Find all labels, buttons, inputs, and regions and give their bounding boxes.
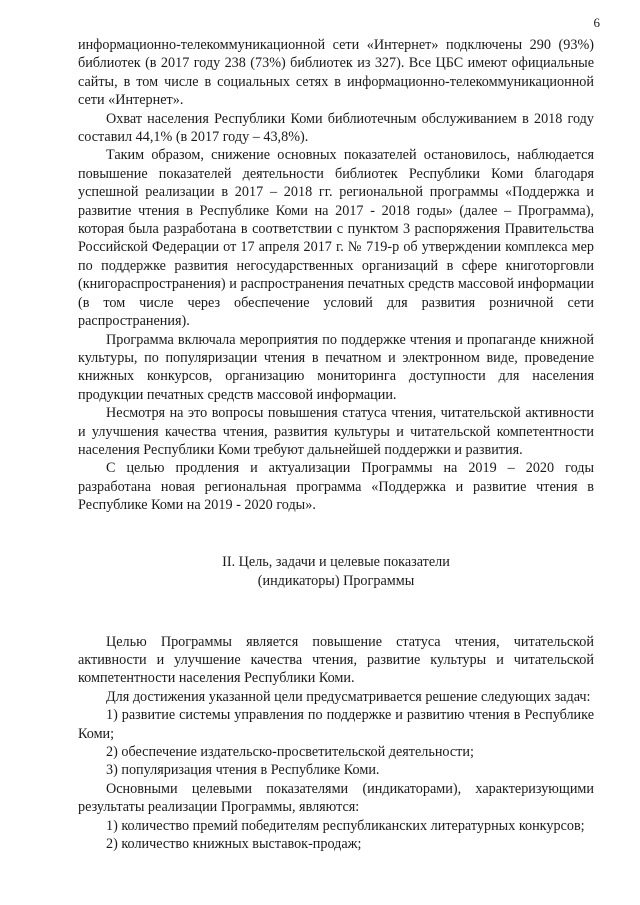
section-heading-line2: (индикаторы) Программы — [257, 572, 415, 589]
paragraph-program-activities: Программа включала мероприятия по поддержке чтения и пропаганде книжной культуры, по популяризации чтения в печатном и электронном виде, проведение книжных конкурсов, организацию мониторинга доступности для населения продукции печатных средств массовой информации. — [78, 331, 594, 403]
task-item-1: 1) развитие системы управления по поддержке и развитию чтения в Республике Коми; — [78, 707, 594, 742]
section-heading — [78, 553, 594, 591]
paragraph-indicators-intro: Основными целевыми показателями (индикаторами), характеризующими результаты реализации Программы, являются: — [78, 780, 594, 816]
page-number: 6 — [593, 15, 600, 30]
paragraph-program-success: Таким образом, снижение основных показателей остановилось, наблюдается повышение показателей деятельности библиотек Республики Коми благодаря успешной реализации в 2017 – 2018 гг. региональной программы «Поддержка и развитие чтения в Республике Коми на 2017 - 2018 годы» (далее – Программа), которая была разработана в соответствии с пунктом 3 распоряжения Правительства Российской Федерации от 17 апреля 2017 г. № 719-р об утверждении комплекса мер по поддержке развития негосударственных организаций в сфере книготорговли (книгораспространения) и распространения печатных средств массовой информации (в том числе через обеспечение условий для развития розничной сети распространения). — [78, 147, 594, 330]
paragraph-new-program: С целью продления и актуализации Программы на 2019 – 2020 годы разработана новая региональная программа «Поддержка и развитие чтения в Республике Коми на 2019 - 2020 годы». — [78, 460, 594, 514]
indicator-item-2: 2) количество книжных выставок-продаж; — [106, 836, 362, 853]
indicator-item-1: 1) количество премий победителям республиканских литературных конкурсов; — [106, 817, 585, 834]
task-item-3: 3) популяризация чтения в Республике Коми. — [106, 762, 380, 779]
paragraph-further-support: Несмотря на это вопросы повышения статуса чтения, читательской активности и улучшения качества чтения, развития культуры и читательской компетентности населения Республики Коми требуют дальнейшей поддержки и развития. — [78, 405, 594, 458]
paragraph-goal: Целью Программы является повышение статуса чтения, читательской активности и улучшение качества чтения, развитие культуры и читательской компетентности населения Республики Коми. — [78, 633, 594, 687]
document-body — [78, 36, 594, 853]
paragraph-tasks-intro: Для достижения указанной цели предусматривается решение следующих задач: — [106, 688, 591, 705]
paragraph-internet-access: информационно-телекоммуникационной сети «Интернет» подключены 290 (93%) библиотек (в 2017 году 238 (73%) библиотек из 327). Все ЦБС имеют официальные сайты, в том числе в социальных сетях в информационно-телекоммуникационной сети «Интернет». — [78, 37, 594, 109]
section-heading-line1: II. Цель, задачи и целевые показатели — [222, 553, 450, 570]
task-item-2: 2) обеспечение издательско-просветительской деятельности; — [106, 744, 474, 760]
paragraph-coverage: Охват населения Республики Коми библиотечным обслуживанием в 2018 году составил 44,1% (в 2017 году – 43,8%). — [78, 110, 594, 146]
